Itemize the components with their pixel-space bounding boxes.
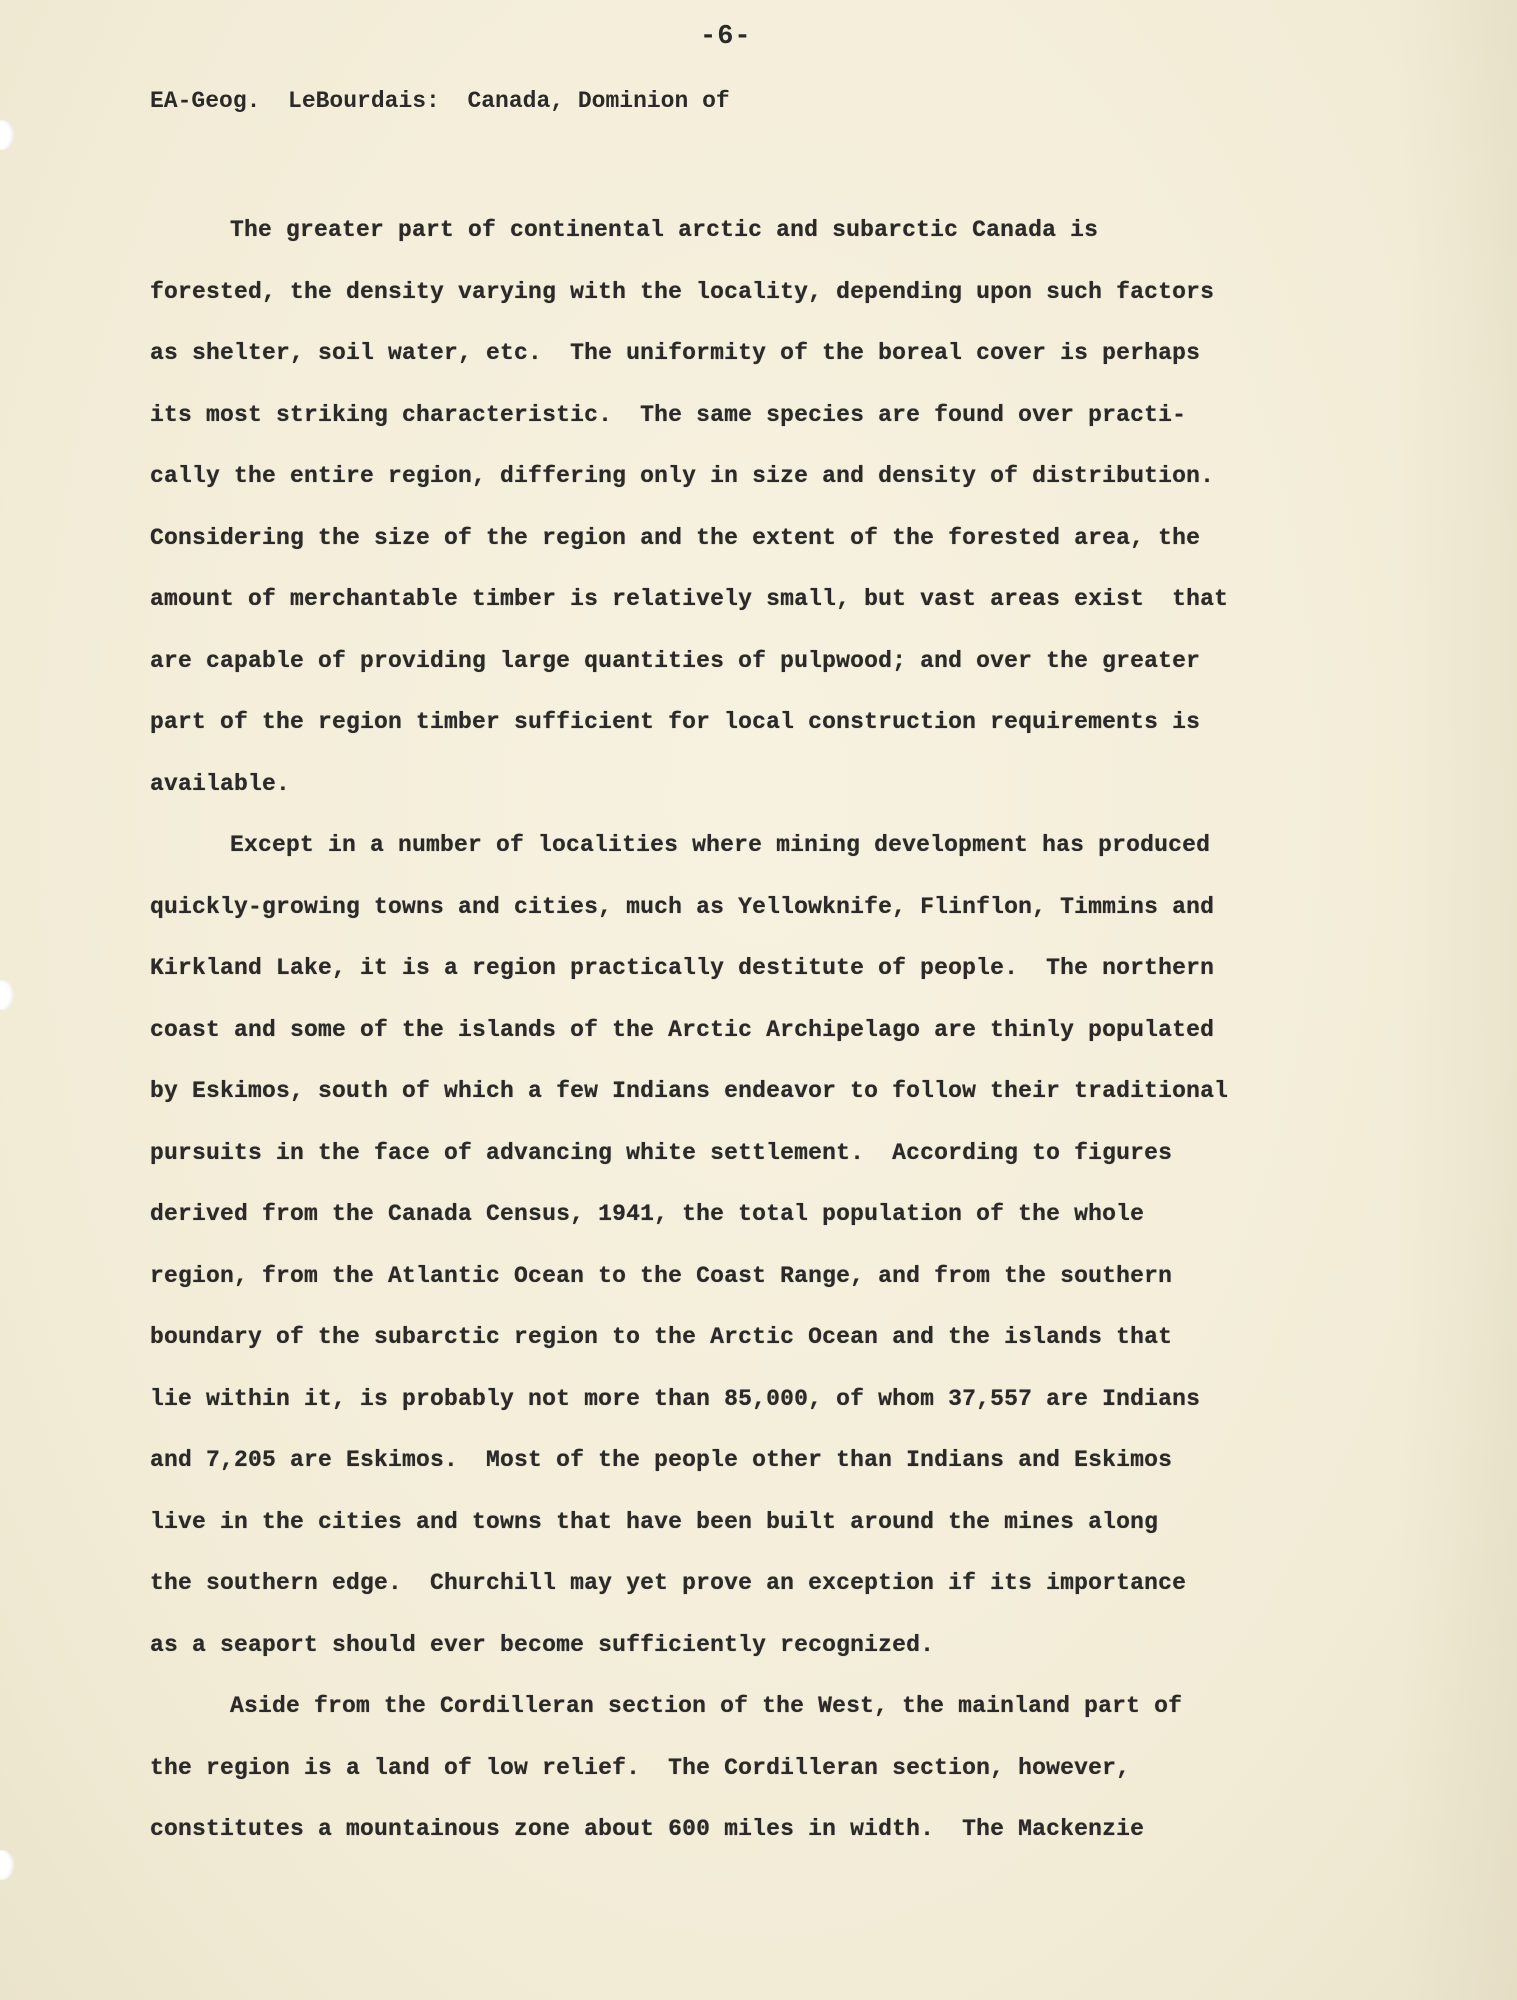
text-line: lie within it, is probably not more than 85,000, of whom 37,557 are Indians <box>150 1385 1201 1412</box>
text-line: coast and some of the islands of the Arctic Archipelago are thinly populated <box>150 1016 1215 1043</box>
text-line: pursuits in the face of advancing white settlement. According to figures <box>150 1139 1173 1166</box>
paragraph-1 <box>150 200 1350 815</box>
text-line: The greater part of continental arctic and subarctic Canada is <box>230 217 1099 243</box>
text-line: forested, the density varying with the locality, depending upon such factors <box>150 278 1215 305</box>
page-number: -6- <box>700 22 752 52</box>
text-line: by Eskimos, south of which a few Indians endeavor to follow their traditional <box>150 1078 1229 1104</box>
paragraph-2 <box>150 815 1350 1676</box>
text-line: Kirkland Lake, it is a region practically destitute of people. The northern <box>150 955 1215 981</box>
text-line: its most striking characteristic. The same species are found over practi- <box>150 401 1187 428</box>
text-line: the region is a land of low relief. The Cordilleran section, however, <box>150 1754 1131 1781</box>
document-header: EA-Geog. LeBourdais: Canada, Dominion of <box>150 88 730 114</box>
paragraph-3 <box>150 1676 1350 1861</box>
text-line: live in the cities and towns that have been built around the mines along <box>150 1508 1159 1535</box>
edge-shading <box>1397 0 1517 2000</box>
text-line: Except in a number of localities where mining development has produced <box>230 832 1211 858</box>
text-line: as shelter, soil water, etc. The uniformity of the boreal cover is perhaps <box>150 340 1201 366</box>
text-line: quickly-growing towns and cities, much as Yellowknife, Flinflon, Timmins and <box>150 893 1215 920</box>
text-line: as a seaport should ever become sufficiently recognized. <box>150 1631 935 1658</box>
text-line: region, from the Atlantic Ocean to the Coast Range, and from the southern <box>150 1262 1173 1289</box>
text-line: derived from the Canada Census, 1941, the total population of the whole <box>150 1201 1145 1227</box>
text-line: Aside from the Cordilleran section of the West, the mainland part of <box>230 1693 1183 1719</box>
text-line: are capable of providing large quantities of pulpwood; and over the greater <box>150 647 1201 674</box>
text-line: part of the region timber sufficient for local construction requirements is <box>150 709 1201 735</box>
text-line: amount of merchantable timber is relatively small, but vast areas exist that <box>150 586 1229 612</box>
text-line: and 7,205 are Eskimos. Most of the people other than Indians and Eskimos <box>150 1447 1173 1473</box>
text-line: the southern edge. Churchill may yet prove an exception if its importance <box>150 1570 1187 1596</box>
text-line: cally the entire region, differing only in size and density of distribution. <box>150 463 1215 489</box>
text-line: constitutes a mountainous zone about 600 miles in width. The Mackenzie <box>150 1816 1145 1842</box>
text-line: boundary of the subarctic region to the Arctic Ocean and the islands that <box>150 1324 1173 1350</box>
text-line: available. <box>150 770 291 797</box>
text-line: Considering the size of the region and the extent of the forested area, the <box>150 524 1201 551</box>
body-text <box>150 200 1350 1861</box>
